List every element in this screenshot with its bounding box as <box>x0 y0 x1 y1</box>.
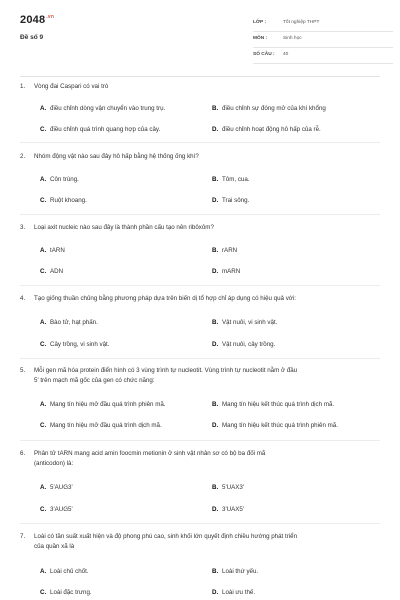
option-text: Vật nuôi, cây trồng. <box>222 341 276 348</box>
question-stem: Vòng đai Caspari có vai trò <box>34 83 109 90</box>
option-letter: A. <box>40 176 47 183</box>
option-letter: A. <box>40 484 47 491</box>
exam-header <box>20 12 380 72</box>
question-7 <box>20 532 380 596</box>
option-text: Côn trùng. <box>50 176 79 183</box>
option-a[interactable] <box>40 104 165 113</box>
option-a[interactable] <box>40 246 65 255</box>
option-d[interactable] <box>212 125 321 134</box>
question-stem-line-2: của quần xã là <box>34 542 75 550</box>
option-text: Loài đặc trưng. <box>50 589 92 596</box>
option-d[interactable] <box>212 421 338 430</box>
option-c[interactable] <box>40 196 87 205</box>
option-text: Trai sông. <box>222 197 250 204</box>
option-b[interactable] <box>212 567 258 576</box>
option-text: Mang tín hiệu mở đầu quá trình dịch mã. <box>50 422 162 429</box>
question-number: 4. <box>20 295 26 302</box>
question-stem-line-1: Loài có tần suất xuất hiện và độ phong phú cao, sinh khối lớn quyết định chiều hướng phát triển <box>34 533 298 540</box>
option-text: Mang tín hiệu mở đầu quá trình phiên mã. <box>50 401 166 408</box>
option-letter: D. <box>212 341 219 348</box>
question-stem-line-1: Phân tử tARN mang acid amin foocmin metionin ở sinh vật nhân sơ có bộ ba đối mã <box>34 450 266 457</box>
option-c[interactable] <box>40 340 110 349</box>
question-number: 6. <box>20 450 26 457</box>
meta-value-class: Tốt nghiệp THPT <box>283 20 320 25</box>
option-text: Loài thứ yếu. <box>222 568 259 575</box>
option-d[interactable] <box>212 505 244 514</box>
option-d[interactable] <box>212 588 255 597</box>
header-divider <box>20 76 380 77</box>
meta-label-subject: MÔN : <box>253 36 268 41</box>
option-letter: A. <box>40 105 47 112</box>
option-letter: A. <box>40 401 47 408</box>
option-text: điều chỉnh hoạt động hô hấp của rễ. <box>222 126 321 133</box>
option-text: 5'UAX3' <box>222 484 244 491</box>
question-number: 2. <box>20 153 26 160</box>
option-text: Mang tín hiệu kết thúc quá trình phiên mã. <box>222 422 338 429</box>
option-text: Mang tín hiệu kết thúc quá trình dịch mã. <box>222 401 335 408</box>
question-text <box>20 152 380 162</box>
question-divider <box>20 142 380 143</box>
option-text: điều chỉnh sự đóng mở của khí khổng <box>222 105 326 112</box>
site-logo[interactable] <box>20 14 54 26</box>
option-text: 3'AUG5' <box>50 506 73 513</box>
option-a[interactable] <box>40 400 166 409</box>
option-letter: C. <box>40 422 47 429</box>
question-text <box>20 532 380 551</box>
option-b[interactable] <box>212 246 237 255</box>
meta-row-subject <box>253 32 393 48</box>
option-letter: C. <box>40 506 47 513</box>
question-text <box>20 366 380 385</box>
logo-suffix: .vn <box>46 14 55 21</box>
option-b[interactable] <box>212 400 334 409</box>
exam-meta <box>253 16 393 64</box>
option-d[interactable] <box>212 196 249 205</box>
option-letter: C. <box>40 268 47 275</box>
question-6 <box>20 449 380 513</box>
option-text: rARN <box>222 247 238 254</box>
question-divider <box>20 358 380 359</box>
option-letter: B. <box>212 401 219 408</box>
question-stem: Tạo giống thuần chủng bằng phương pháp dựa trên biến dị tổ hợp chỉ áp dụng có hiệu quả với: <box>34 295 296 302</box>
option-text: Bào tử, hạt phấn. <box>50 319 98 326</box>
exam-title: Đề số 9 <box>20 34 44 41</box>
question-stem: Nhóm động vật nào sau đây hô hấp bằng hệ thống ống khí? <box>34 153 199 160</box>
option-text: mARN <box>222 268 241 275</box>
option-text: Tôm, cua. <box>222 176 250 183</box>
option-letter: D. <box>212 197 219 204</box>
question-5 <box>20 366 380 429</box>
meta-row-count <box>253 48 393 64</box>
question-divider <box>20 440 380 441</box>
option-b[interactable] <box>212 175 250 184</box>
option-c[interactable] <box>40 505 73 514</box>
option-c[interactable] <box>40 421 162 430</box>
question-3 <box>20 223 380 275</box>
option-c[interactable] <box>40 588 92 597</box>
question-divider <box>20 285 380 286</box>
question-stem-line-2: 5' trên mạch mã gốc của gen có chức năng: <box>34 376 155 384</box>
option-text: Cây trồng, vi sinh vật. <box>50 341 110 348</box>
option-letter: D. <box>212 589 219 596</box>
option-text: 5'AUG3' <box>50 484 73 491</box>
option-letter: D. <box>212 506 219 513</box>
question-number: 1. <box>20 83 26 90</box>
option-letter: A. <box>40 247 47 254</box>
question-number: 5. <box>20 367 26 374</box>
question-text <box>20 294 380 304</box>
option-text: ADN <box>50 268 64 275</box>
option-letter: D. <box>212 268 219 275</box>
question-text <box>20 82 380 92</box>
option-letter: A. <box>40 568 47 575</box>
question-divider <box>20 214 380 215</box>
option-text: Loài chủ chốt. <box>50 568 89 575</box>
option-c[interactable] <box>40 267 63 276</box>
question-stem: Loại axit nucleic nào sau đây là thành phần cấu tạo nên ribôxôm? <box>34 224 214 231</box>
question-2 <box>20 152 380 204</box>
option-b[interactable] <box>212 483 244 492</box>
option-letter: D. <box>212 126 219 133</box>
question-stem-line-2: (anticodon) là: <box>34 459 74 467</box>
option-letter: B. <box>212 176 219 183</box>
option-text: 3'UAX5' <box>222 506 244 513</box>
option-text: tARN <box>50 247 65 254</box>
question-4 <box>20 294 380 348</box>
option-b[interactable] <box>212 104 326 113</box>
option-letter: C. <box>40 589 47 596</box>
question-divider <box>20 523 380 524</box>
option-a[interactable] <box>40 175 79 184</box>
option-letter: B. <box>212 568 219 575</box>
meta-row-class <box>253 16 393 32</box>
question-text <box>20 223 380 233</box>
option-b[interactable] <box>212 318 277 327</box>
meta-value-subject: Sinh học <box>283 36 302 41</box>
option-text: Ruột khoang. <box>50 197 87 204</box>
option-letter: C. <box>40 341 47 348</box>
question-number: 7. <box>20 533 26 540</box>
option-c[interactable] <box>40 125 160 134</box>
option-letter: D. <box>212 422 219 429</box>
meta-label-class: LỚP : <box>253 20 267 25</box>
question-number: 3. <box>20 224 26 231</box>
option-letter: B. <box>212 319 219 326</box>
option-letter: B. <box>212 484 219 491</box>
meta-value-count: 40 <box>283 52 289 57</box>
option-text: điều chỉnh dòng vận chuyển vào trung trụ. <box>50 105 166 112</box>
meta-label-count: SỐ CÂU : <box>253 52 275 57</box>
option-a[interactable] <box>40 318 98 327</box>
option-a[interactable] <box>40 483 73 492</box>
option-text: điều chỉnh quá trình quang hợp của cây. <box>50 126 161 133</box>
option-d[interactable] <box>212 267 240 276</box>
logo-text: 2048 <box>20 14 46 26</box>
option-letter: C. <box>40 126 47 133</box>
option-letter: C. <box>40 197 47 204</box>
question-stem-line-1: Mỗi gen mã hóa protein điển hình có 3 vùng trình tự nucleotit. Vùng trình tự nucleotit nằm ở đầu <box>34 367 298 374</box>
option-text: Loài ưu thế. <box>222 589 256 596</box>
option-text: Vật nuôi, vi sinh vật. <box>222 319 278 326</box>
question-1 <box>20 82 380 133</box>
question-text <box>20 449 380 468</box>
option-letter: B. <box>212 247 219 254</box>
option-d[interactable] <box>212 340 275 349</box>
option-letter: A. <box>40 319 47 326</box>
option-letter: B. <box>212 105 219 112</box>
option-a[interactable] <box>40 567 89 576</box>
